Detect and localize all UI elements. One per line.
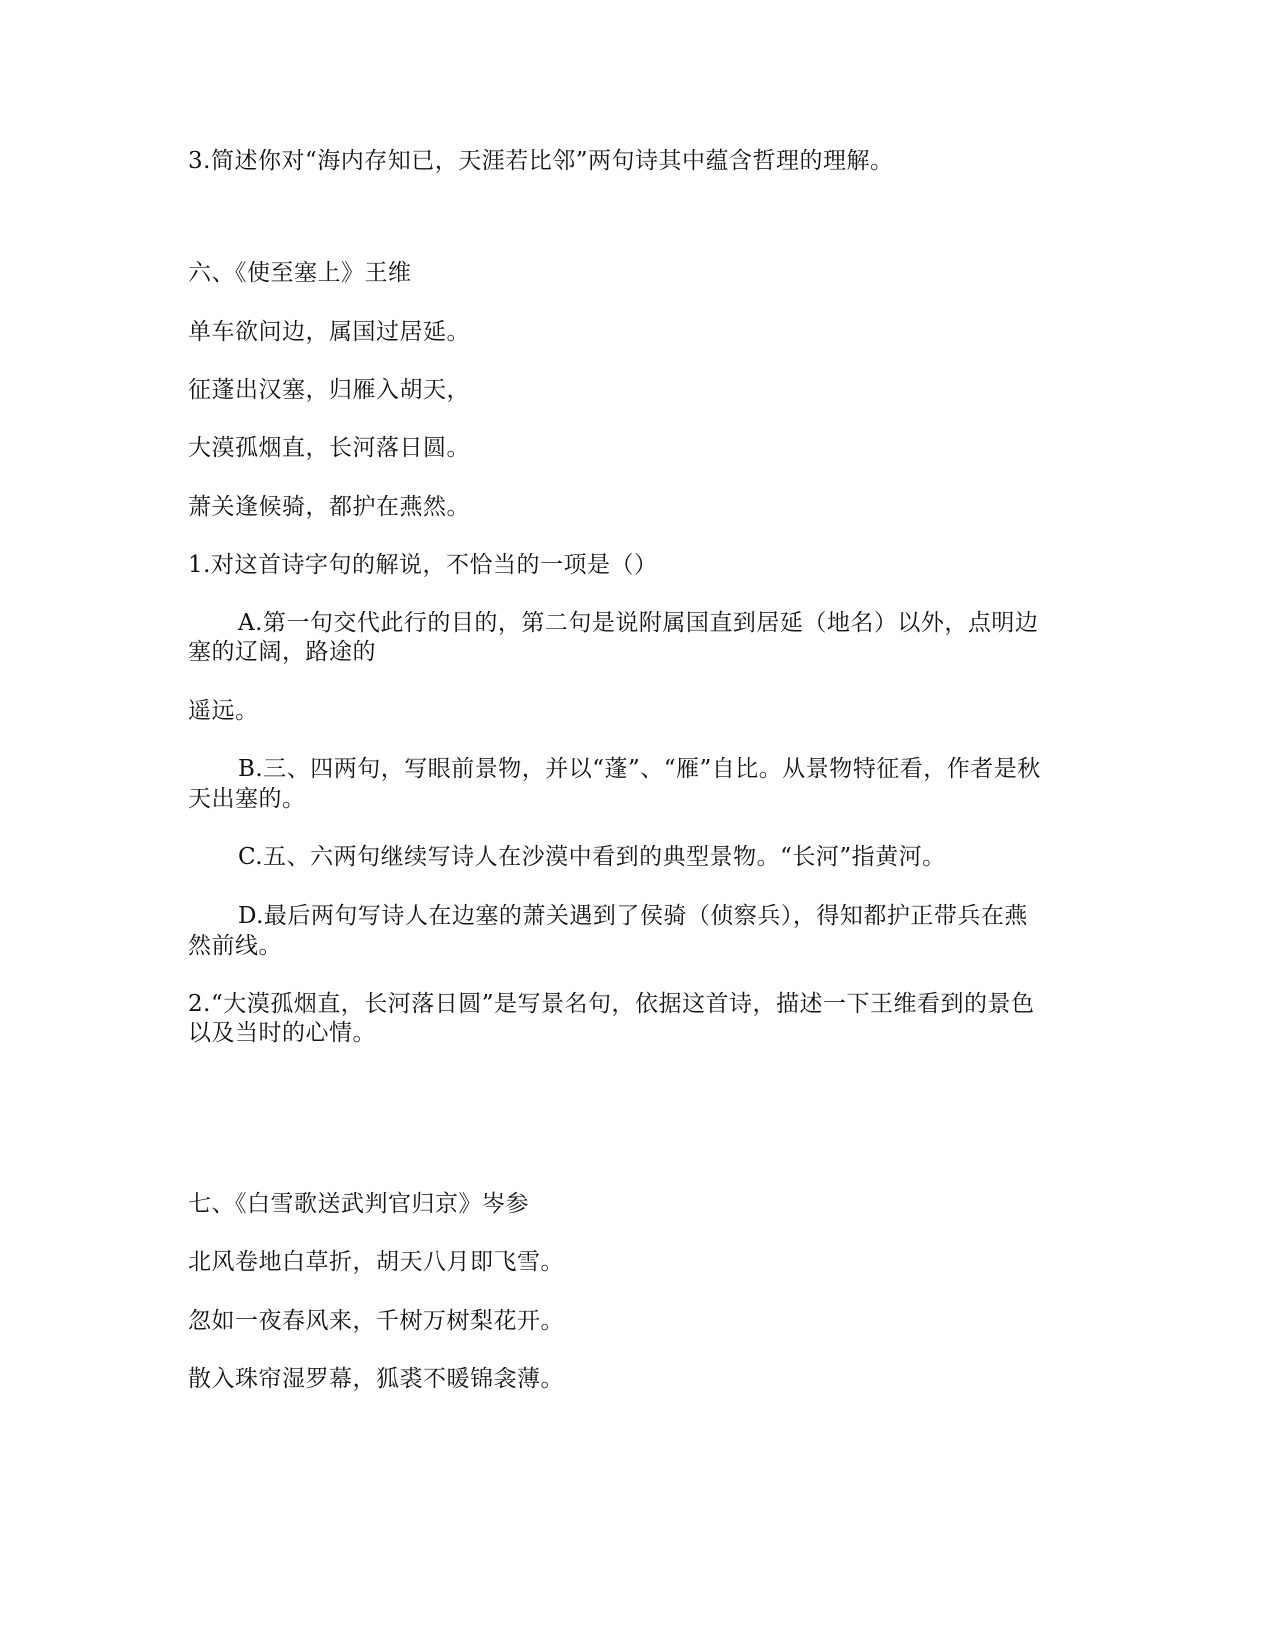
section-6-heading: 六、《使至塞上》王维 [188,260,412,286]
section-6-question-1: 1.对这首诗字句的解说，不恰当的一项是（） [188,552,658,578]
poem-6-line-1: 单车欲问边，属国过居延。 [188,319,470,345]
option-b-line-2: 天出塞的。 [188,786,306,812]
section-6-question-2-line-2: 以及当时的心情。 [188,1020,376,1046]
section-6-question-2-line-1: 2.“大漠孤烟直，长河落日圆”是写景名句，依据这首诗，描述一下王维看到的景色 [188,991,1035,1017]
option-d-line-2: 然前线。 [188,933,282,959]
poem-6-line-3: 大漠孤烟直，长河落日圆。 [188,435,470,461]
question-3-prev: 3.简述你对“海内存知已，天涯若比邻”两句诗其中蕴含哲理的理解。 [188,148,894,174]
option-b-line-1: B.三、四两句，写眼前景物，并以“蓬”、“雁”自比。从景物特征看，作者是秋 [238,756,1041,782]
section-7-heading: 七、《白雪歌送武判官归京》岑参 [188,1191,529,1217]
poem-6-line-4: 萧关逢候骑，都护在燕然。 [188,494,470,520]
option-d-line-1: D.最后两句写诗人在边塞的萧关遇到了侯骑（侦察兵），得知都护正带兵在燕 [238,903,1028,929]
option-a-line-2: 塞的辽阔，路途的 [188,639,376,665]
poem-7-line-3: 散入珠帘湿罗幕，狐裘不暖锦衾薄。 [188,1366,564,1392]
poem-7-line-1: 北风卷地白草折，胡天八月即飞雪。 [188,1249,564,1275]
option-a-line-1: A.第一句交代此行的目的，第二句是说附属国直到居延（地名）以外，点明边 [238,610,1039,636]
option-c-line-1: C.五、六两句继续写诗人在沙漠中看到的典型景物。“长河”指黄河。 [238,844,946,870]
option-a-line-3: 遥远。 [188,698,259,724]
poem-7-line-2: 忽如一夜春风来，千树万树梨花开。 [188,1308,564,1334]
poem-6-line-2: 征蓬出汉塞，归雁入胡天， [188,377,470,403]
